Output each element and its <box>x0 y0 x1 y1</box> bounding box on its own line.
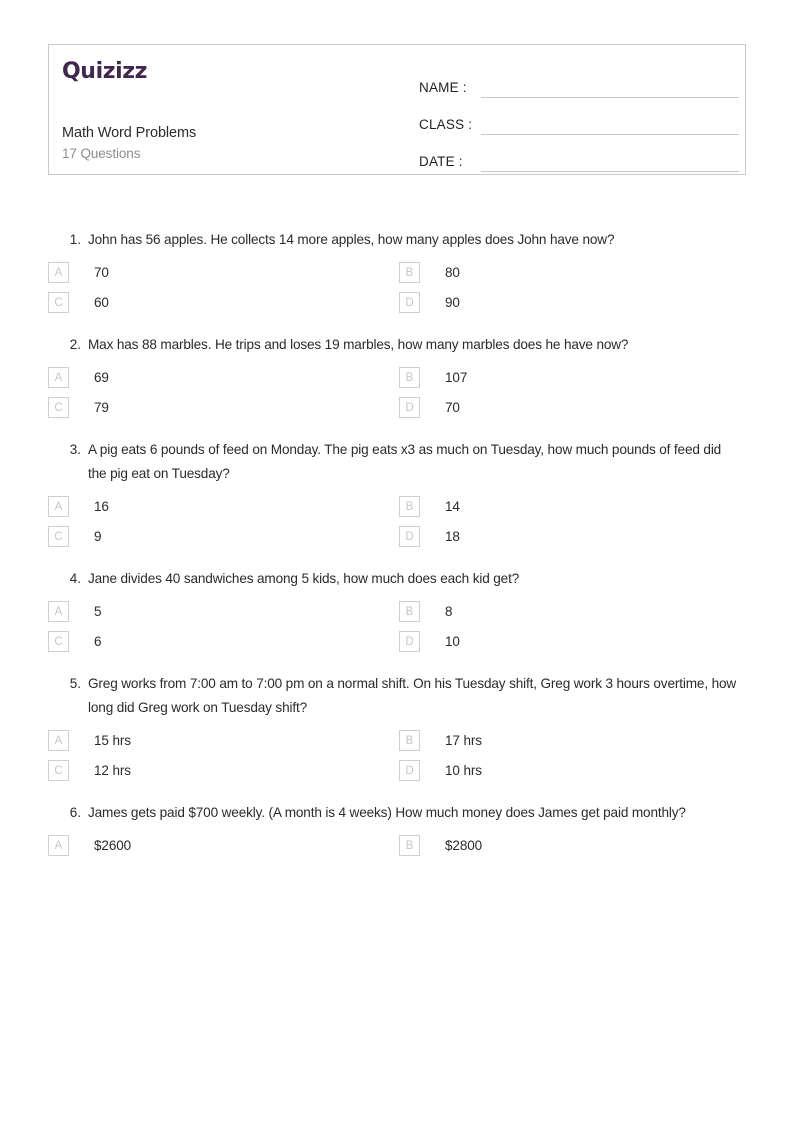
answer-option-letter: D <box>399 631 420 652</box>
answer-options <box>48 262 746 313</box>
answer-option[interactable] <box>48 397 399 418</box>
answer-option-text: 8 <box>445 604 453 619</box>
answer-option[interactable] <box>399 526 750 547</box>
answer-option-text: 90 <box>445 295 460 310</box>
question-number: 5. <box>69 676 81 691</box>
question-text: John has 56 apples. He collects 14 more apples, how many apples does John have now? <box>88 232 615 247</box>
answer-option-letter: C <box>48 292 69 313</box>
answer-option-letter: B <box>399 730 420 751</box>
answer-options <box>48 496 746 547</box>
answer-option-text: $2600 <box>94 838 132 853</box>
answer-option-row <box>48 292 746 313</box>
answer-option-text: 15 hrs <box>94 733 131 748</box>
answer-option-text: 69 <box>94 370 109 385</box>
answer-option-row <box>48 730 746 751</box>
answer-option-row <box>48 397 746 418</box>
answer-option[interactable] <box>399 760 750 781</box>
date-field-row <box>419 140 739 172</box>
answer-option-row <box>48 496 746 517</box>
answer-option-row <box>48 262 746 283</box>
answer-option-text: 18 <box>445 529 460 544</box>
answer-option[interactable] <box>48 367 399 388</box>
answer-option-row <box>48 835 746 856</box>
answer-option-letter: A <box>48 496 69 517</box>
date-field-label: DATE : <box>419 154 463 169</box>
answer-option-row <box>48 631 746 652</box>
answer-option[interactable] <box>399 496 750 517</box>
answer-option-row <box>48 367 746 388</box>
question-text: James gets paid $700 weekly. (A month is 4 weeks) How much money does James get paid monthly? <box>88 805 686 820</box>
answer-options <box>48 367 746 418</box>
question-number: 2. <box>69 337 81 352</box>
answer-option-text: 17 hrs <box>445 733 482 748</box>
answer-option-letter: B <box>399 601 420 622</box>
answer-option-letter: D <box>399 760 420 781</box>
answer-option[interactable] <box>48 526 399 547</box>
answer-option[interactable] <box>48 496 399 517</box>
question-header <box>48 333 746 357</box>
answer-option-letter: D <box>399 526 420 547</box>
quizizz-logo-text: Quizizz <box>62 59 148 84</box>
class-field-label: CLASS : <box>419 117 473 132</box>
answer-option-letter: C <box>48 760 69 781</box>
answer-option-text: 60 <box>94 295 109 310</box>
answer-option[interactable] <box>399 730 750 751</box>
answer-option[interactable] <box>48 601 399 622</box>
question-text: A pig eats 6 pounds of feed on Monday. The pig eats x3 as much on Tuesday, how much pounds of feed did the pig eat on Tuesday? <box>88 442 722 481</box>
question-header <box>48 438 746 486</box>
answer-option-letter: C <box>48 526 69 547</box>
answer-option-letter: A <box>48 601 69 622</box>
answer-option-letter: C <box>48 631 69 652</box>
answer-option-text: 14 <box>445 499 460 514</box>
answer-option-letter: D <box>399 292 420 313</box>
answer-option[interactable] <box>399 367 750 388</box>
answer-option[interactable] <box>399 292 750 313</box>
question-block <box>0 672 794 781</box>
answer-option[interactable] <box>399 601 750 622</box>
answer-option-letter: A <box>48 730 69 751</box>
worksheet-header-card <box>48 44 746 175</box>
questions-list <box>0 228 794 876</box>
question-number: 4. <box>69 571 81 586</box>
question-text: Max has 88 marbles. He trips and loses 19 marbles, how many marbles does he have now? <box>88 337 629 352</box>
question-number: 3. <box>69 442 81 457</box>
question-header <box>48 567 746 591</box>
answer-option-row <box>48 601 746 622</box>
answer-option-row <box>48 760 746 781</box>
answer-option-letter: A <box>48 835 69 856</box>
question-block <box>0 567 794 652</box>
answer-option-text: 107 <box>445 370 468 385</box>
question-header <box>48 801 746 825</box>
question-block <box>0 801 794 856</box>
question-text: Greg works from 7:00 am to 7:00 pm on a normal shift. On his Tuesday shift, Greg work 3 hours overtime, how long did Greg work on Tuesday shift? <box>88 676 737 715</box>
question-block <box>0 333 794 418</box>
answer-option[interactable] <box>48 292 399 313</box>
page-title: Math Word Problems <box>62 125 197 141</box>
answer-option-text: 9 <box>94 529 102 544</box>
answer-option-text: 5 <box>94 604 102 619</box>
student-info-fields <box>419 66 739 177</box>
date-field-input[interactable] <box>481 151 739 172</box>
question-block <box>0 228 794 313</box>
question-number: 6. <box>69 805 81 820</box>
question-header <box>48 672 746 720</box>
name-field-input[interactable] <box>481 77 739 98</box>
answer-option-text: $2800 <box>445 838 483 853</box>
question-header <box>48 228 746 252</box>
answer-options <box>48 835 746 856</box>
question-number: 1. <box>69 232 81 247</box>
answer-option-text: 70 <box>445 400 460 415</box>
answer-option-letter: B <box>399 262 420 283</box>
quizizz-logo <box>62 61 147 83</box>
question-block <box>0 438 794 547</box>
class-field-input[interactable] <box>481 114 739 135</box>
answer-option[interactable] <box>399 262 750 283</box>
answer-option-text: 70 <box>94 265 109 280</box>
answer-option-row <box>48 526 746 547</box>
answer-option-letter: A <box>48 262 69 283</box>
question-count-label: 17 Questions <box>62 146 141 161</box>
answer-option[interactable] <box>399 397 750 418</box>
header-left-column <box>62 45 412 174</box>
answer-option-text: 10 hrs <box>445 763 482 778</box>
answer-option[interactable] <box>48 631 399 652</box>
answer-option-text: 80 <box>445 265 460 280</box>
answer-option-letter: C <box>48 397 69 418</box>
answer-option[interactable] <box>48 835 399 856</box>
answer-option-letter: D <box>399 397 420 418</box>
answer-option-letter: A <box>48 367 69 388</box>
answer-options <box>48 730 746 781</box>
name-field-row <box>419 66 739 98</box>
answer-option-text: 6 <box>94 634 102 649</box>
answer-option[interactable] <box>48 760 399 781</box>
answer-option-letter: B <box>399 835 420 856</box>
answer-option-letter: B <box>399 367 420 388</box>
answer-option[interactable] <box>399 631 750 652</box>
answer-option-text: 79 <box>94 400 109 415</box>
answer-option-text: 10 <box>445 634 460 649</box>
answer-option-letter: B <box>399 496 420 517</box>
question-text: Jane divides 40 sandwiches among 5 kids, how much does each kid get? <box>88 571 520 586</box>
answer-option-text: 16 <box>94 499 109 514</box>
answer-option[interactable] <box>48 262 399 283</box>
answer-option[interactable] <box>48 730 399 751</box>
answer-options <box>48 601 746 652</box>
answer-option-text: 12 hrs <box>94 763 131 778</box>
name-field-label: NAME : <box>419 80 467 95</box>
answer-option[interactable] <box>399 835 750 856</box>
class-field-row <box>419 103 739 135</box>
